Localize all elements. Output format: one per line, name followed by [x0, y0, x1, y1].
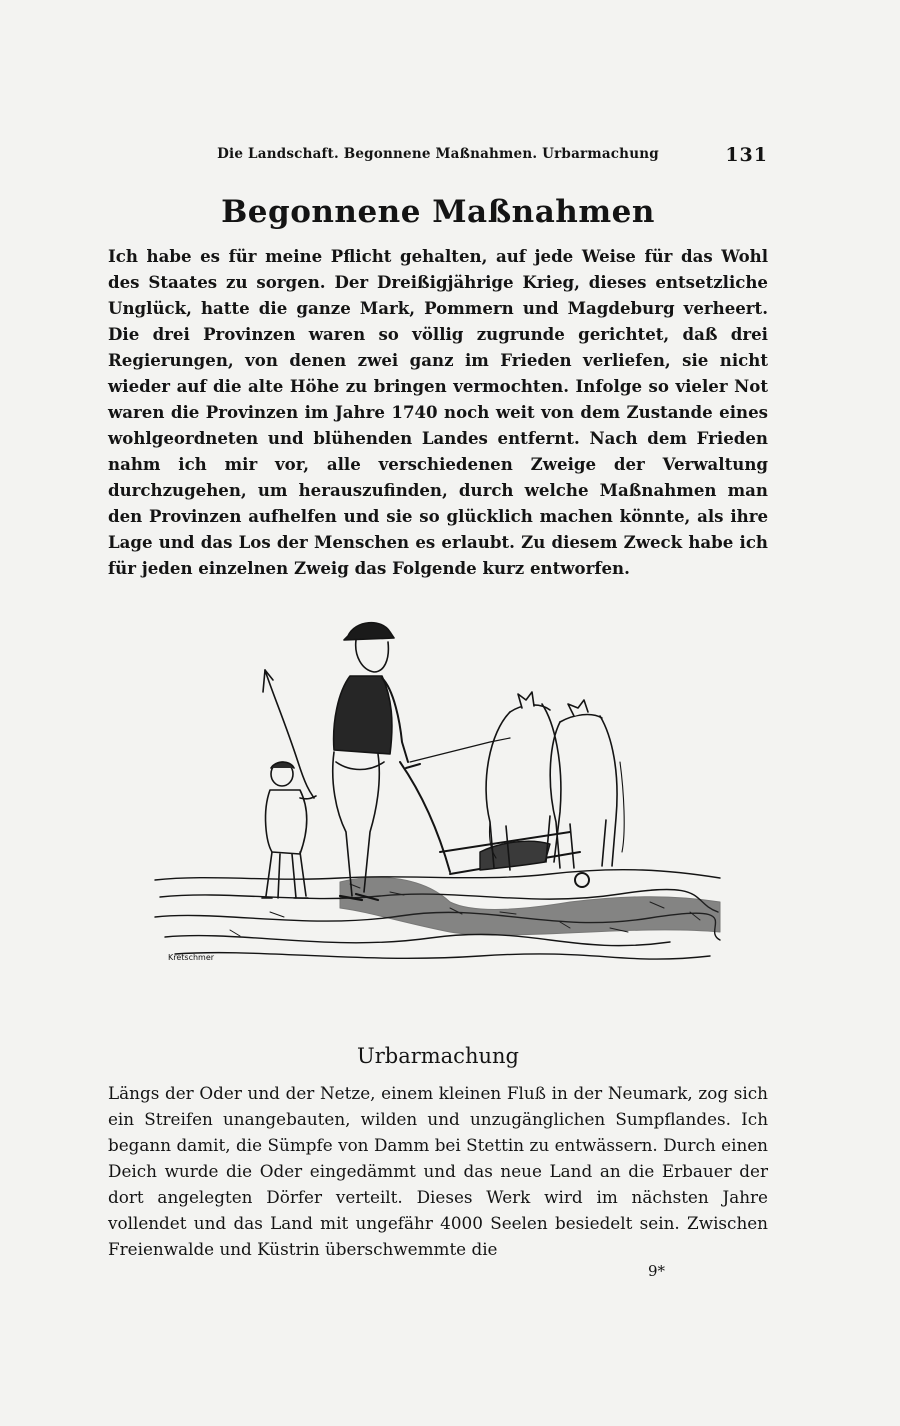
running-title: Die Landschaft. Begonnene Maßnahmen. Urbarmachung [217, 146, 659, 162]
subsection-title: Urbarmachung [357, 1044, 519, 1068]
section-paragraph: Ich habe es für meine Pflicht gehalten, auf jede Weise für das Wohl des Staates zu sorgen. Der Dreißigjährige Krieg, dieses entsetzliche Unglück, hatte die ganze Mark, Pommern und Magdeburg verheert. Die drei Provinzen waren so völlig zugrunde gerichtet, daß drei Regierungen, von denen zwei ganz im Frieden verliefen, sie nicht wieder auf die alte Höhe zu bringen vermochten. Infolge so vieler Not waren die Provinzen im Jahre 1740 noch weit von dem Zustande eines wohlgeordneten und blühenden Landes entfernt. Nach dem Frieden nahm ich mir vor, alle verschiedenen Zweige der Verwaltung durchzugehen, um herauszufinden, durch welche Maßnahmen man den Provinzen aufhelfen und sie so glücklich machen könnte, als ihre Lage und das Los der Menschen es erlaubt. Zu diesem Zweck habe ich für jeden einzelnen Zweig das Folgende kurz entworfen. [108, 246, 768, 578]
subsection-paragraph: Längs der Oder und der Netze, einem kleinen Fluß in der Neumark, zog sich ein Streifen unangebauten, wilden und unzugänglichen Sumpflandes. Ich begann damit, die Sümpfe von Damm bei Stettin zu entwässern. Durch einen Deich wurde die Oder eingedämmt und das neue Land an die Erbauer der dort angelegten Dörfer verteilt. Dieses Werk wird im nächsten Jahre vollendet und das Land mit ungefähr 4000 Seelen besiedelt sein. Zwischen Freienwalde und Küstrin überschwemmte die [108, 1083, 768, 1259]
artist-signature: Kretschmer [168, 953, 215, 962]
section-title: Begonnene Maßnahmen [221, 194, 655, 230]
plowing-farmer-illustration [150, 612, 725, 972]
oxen [486, 692, 624, 870]
signature-mark: 9* [648, 1262, 666, 1280]
page-number: 131 [725, 144, 768, 166]
running-head [108, 144, 768, 168]
farmer-figure [333, 623, 408, 900]
child-figure [262, 670, 316, 898]
